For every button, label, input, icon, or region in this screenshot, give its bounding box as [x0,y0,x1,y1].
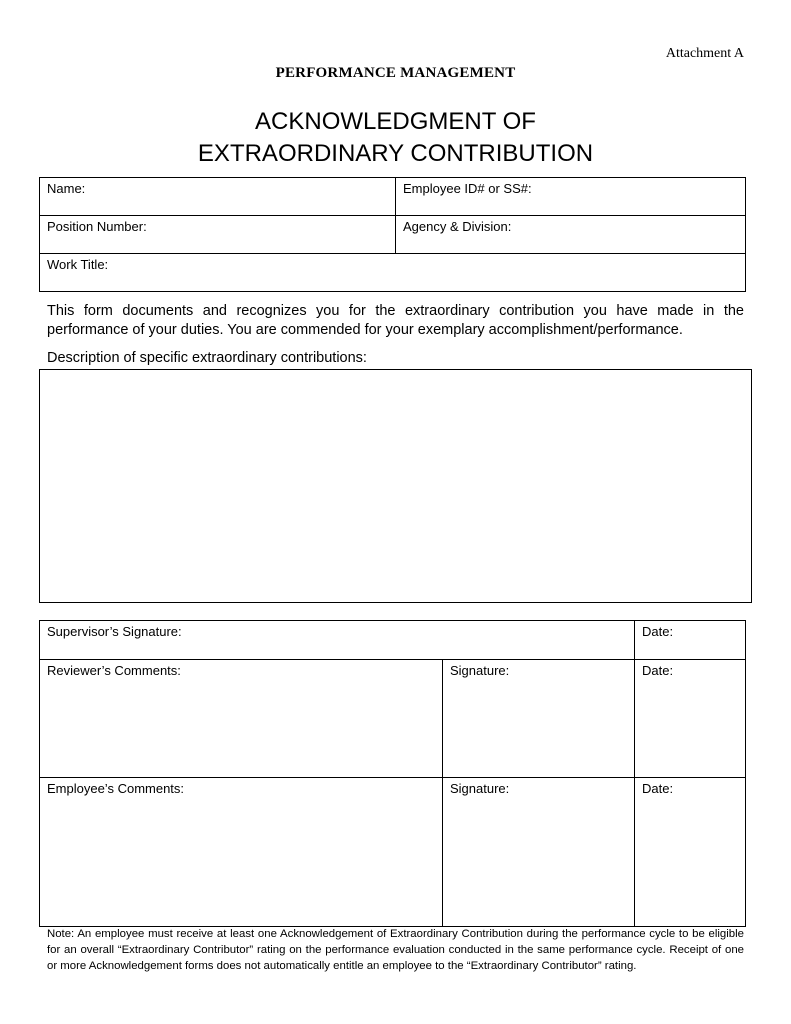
employee-id-field[interactable] [396,178,746,216]
form-title-line-1: ACKNOWLEDGMENT OF [255,108,536,135]
description-label: Description of specific extraordinary contributions: [47,350,367,366]
form-title [0,106,791,170]
reviewer-date-field[interactable] [635,660,746,778]
signatures-table [39,620,746,927]
supervisor-signature-label: Supervisor’s Signature: [47,624,182,639]
employee-comments-field[interactable] [40,778,443,927]
reviewer-date-label: Date: [642,663,674,678]
agency-division-field[interactable] [396,216,746,254]
position-number-label: Position Number: [47,219,147,234]
employee-id-label: Employee ID# or SS#: [403,181,532,196]
employee-comments-label: Employee’s Comments: [47,781,185,796]
name-label: Name: [47,181,86,196]
work-title-field[interactable] [40,254,746,292]
supervisor-signature-field[interactable] [40,621,635,660]
position-number-field[interactable] [40,216,396,254]
employee-date-label: Date: [642,781,674,796]
reviewer-comments-field[interactable] [40,660,443,778]
supervisor-date-field[interactable] [635,621,746,660]
eligibility-note: Note: An employee must receive at least one Acknowledgement of Extraordinary Contribution during the performance cycle to be eligible for an overall “Extraordinary Contributor” rating on the performance evaluation conducted in the same performance cycle. Receipt of one or more Acknowledgement forms does not automatically entitle an employee to the “Extraordinary Contributor” rating. [47,928,744,972]
employee-info-table [39,177,746,292]
intro-paragraph: This form documents and recognizes you for the extraordinary contribution you have made in the performance of your duties. You are commended for your exemplary accomplishment/performance. [47,303,744,338]
employee-date-field[interactable] [635,778,746,927]
name-field[interactable] [40,178,396,216]
supervisor-date-label: Date: [642,624,674,639]
department-heading: PERFORMANCE MANAGEMENT [275,65,516,81]
reviewer-comments-label: Reviewer’s Comments: [47,663,181,678]
employee-signature-field[interactable] [443,778,635,927]
reviewer-signature-label: Signature: [450,663,510,678]
description-field[interactable] [39,369,752,603]
agency-division-label: Agency & Division: [403,219,512,234]
employee-signature-label: Signature: [450,781,510,796]
form-title-line-2: EXTRAORDINARY CONTRIBUTION [197,140,594,167]
reviewer-signature-field[interactable] [443,660,635,778]
attachment-label: Attachment A [665,46,744,61]
work-title-label: Work Title: [47,257,109,272]
